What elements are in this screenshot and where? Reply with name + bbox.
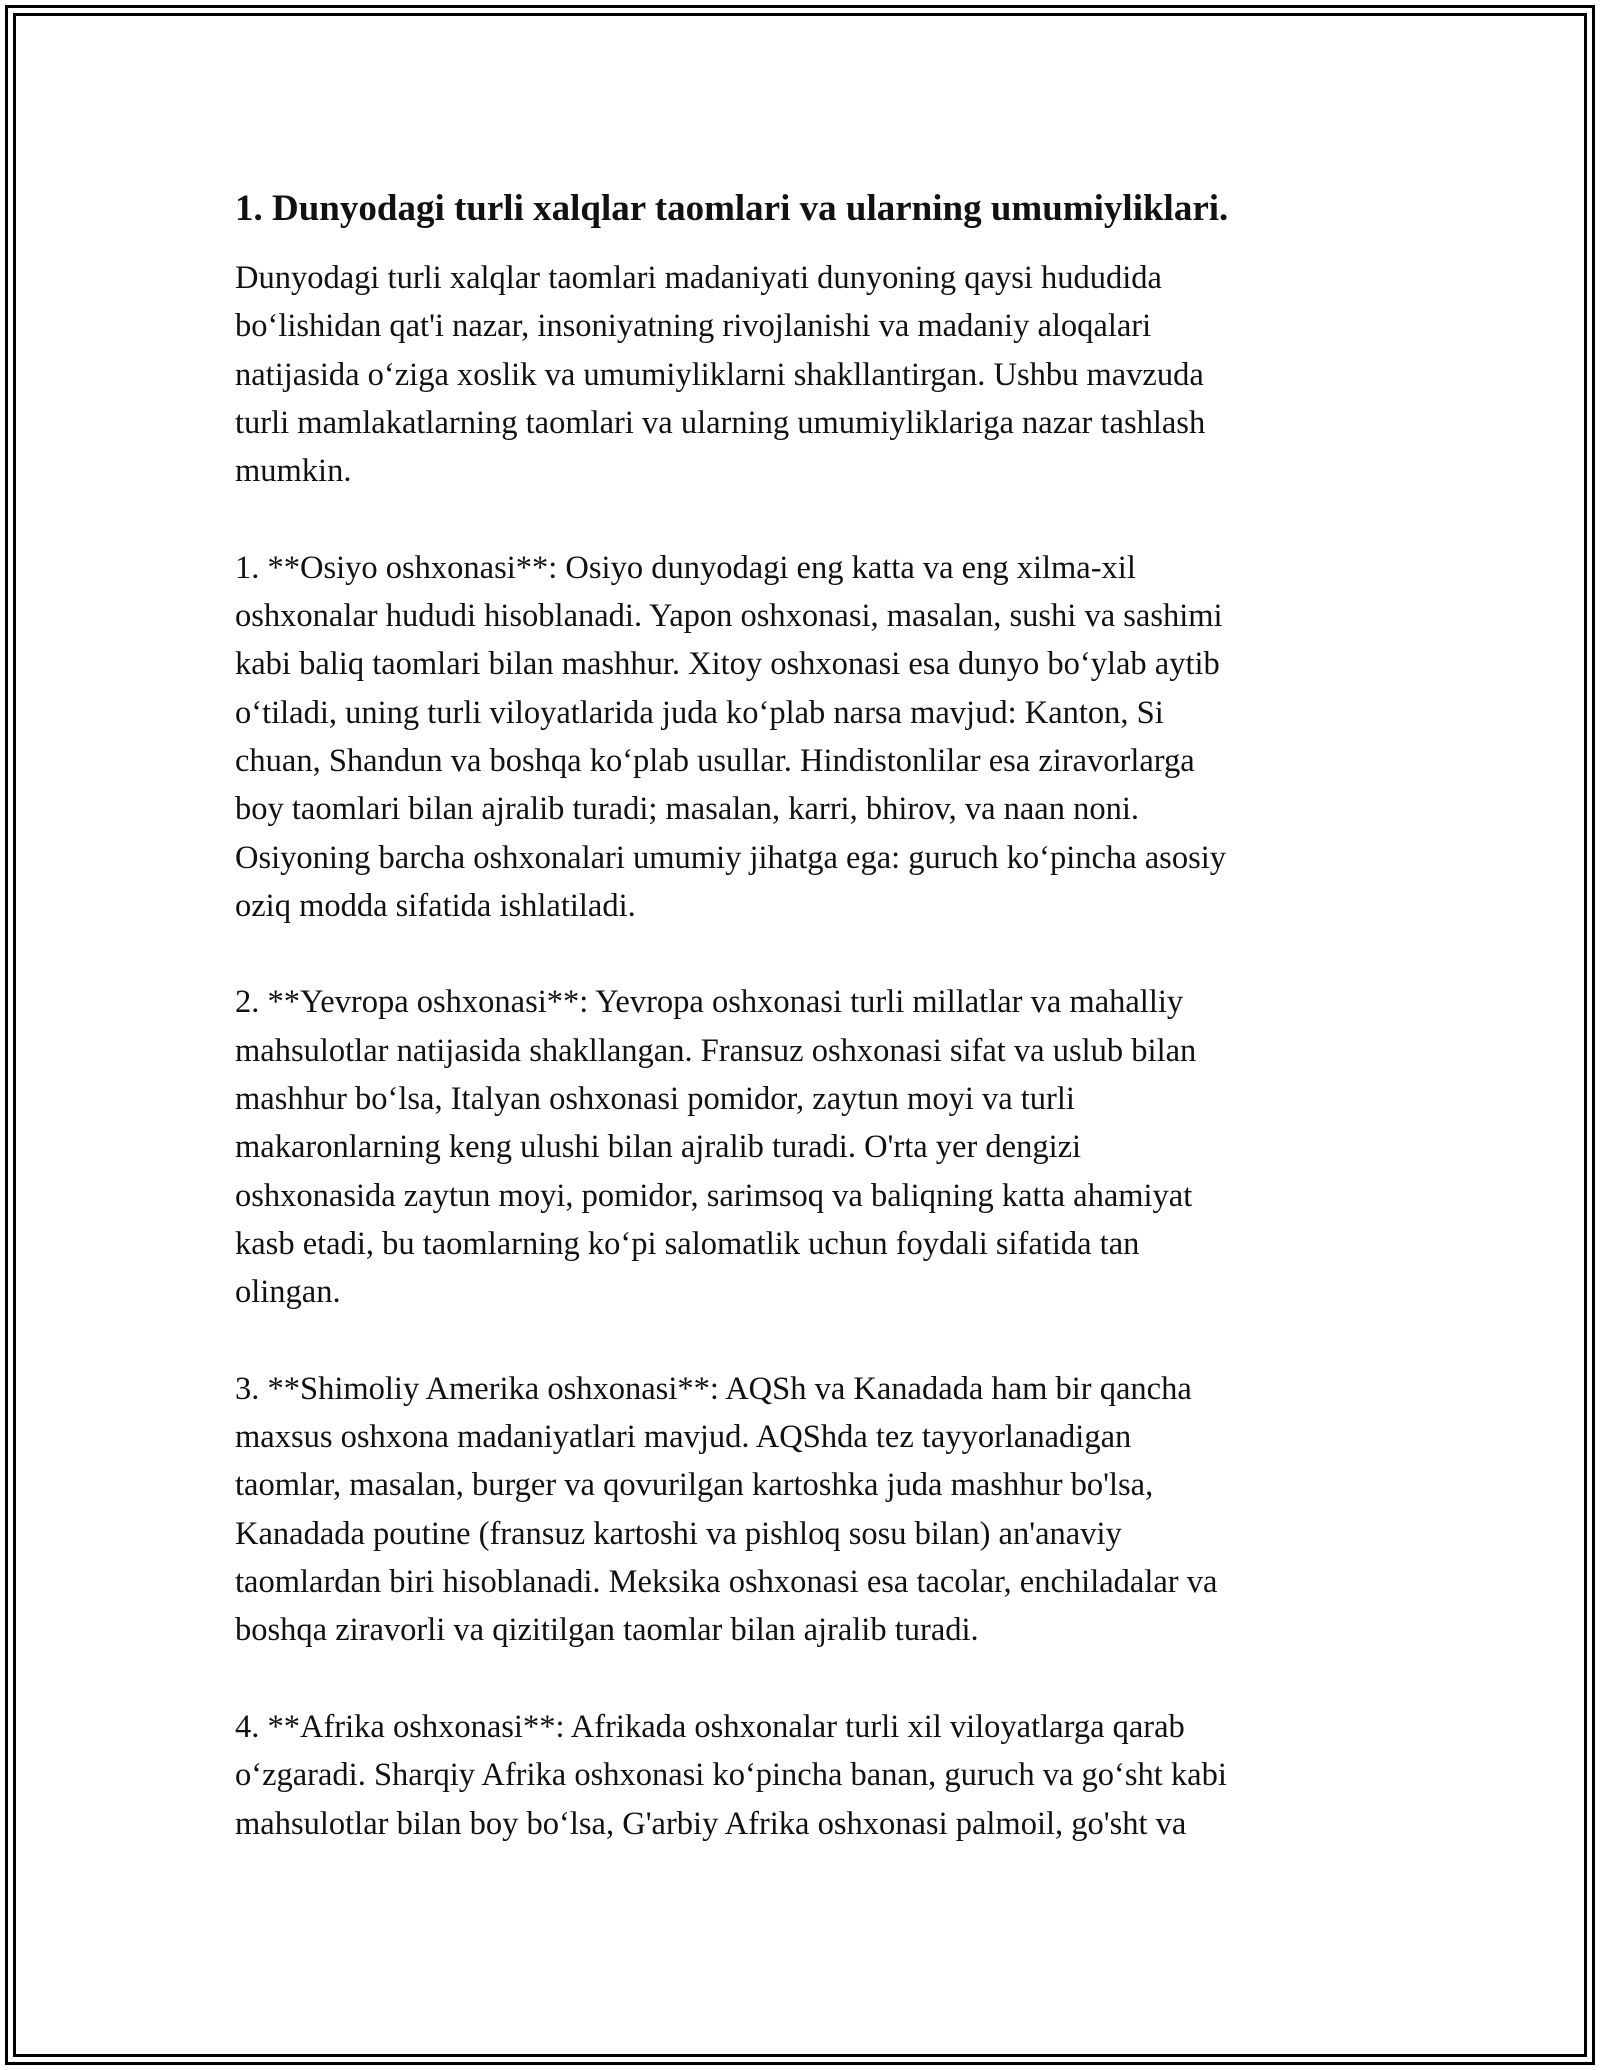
- north-america-paragraph: [235, 1365, 1365, 1655]
- text-line: 1. **Osiyo oshxonasi**: Osiyo dunyodagi eng katta va eng xilma-xil: [235, 549, 1136, 586]
- text-line: kasb etadi, bu taomlarning ko‘pi salomatlik uchun foydali sifatida tan: [235, 1225, 1140, 1262]
- document-body: [235, 186, 1365, 1896]
- text-line: 3. **Shimoliy Amerika oshxonasi**: AQSh va Kanadada ham bir qancha: [235, 1370, 1192, 1407]
- text-line: Dunyodagi turli xalqlar taomlari madaniyati dunyoning qaysi hududida: [235, 260, 1162, 296]
- text-line: mashhur bo‘lsa, Italyan oshxonasi pomidor, zaytun moyi va turli: [235, 1081, 1075, 1118]
- text-line: oshxonasida zaytun moyi, pomidor, sarimsoq va baliqning katta ahamiyat: [235, 1177, 1193, 1214]
- asia-paragraph: [235, 544, 1365, 930]
- text-line: olingan.: [235, 1274, 341, 1311]
- text-line: mahsulotlar bilan boy bo‘lsa, G'arbiy Afrika oshxonasi palmoil, go'sht va: [235, 1805, 1187, 1842]
- text-line: makaronlarning keng ulushi bilan ajralib turadi. O'rta yer dengizi: [235, 1129, 1082, 1166]
- africa-paragraph: [235, 1703, 1365, 1848]
- intro-paragraph: [235, 254, 1365, 495]
- text-line: bo‘lishidan qat'i nazar, insoniyatning rivojlanishi va madaniy aloqalari: [235, 308, 1152, 345]
- text-line: boy taomlari bilan ajralib turadi; masalan, karri, bhirov, va naan noni.: [235, 791, 1140, 828]
- text-line: o‘tiladi, uning turli viloyatlarida juda ko‘plab narsa mavjud: Kanton, Si: [235, 694, 1164, 731]
- text-line: taomlar, masalan, burger va qovurilgan kartoshka juda mashhur bo'lsa,: [235, 1467, 1154, 1504]
- text-line: 4. **Afrika oshxonasi**: Afrikada oshxonalar turli xil viloyatlarga qarab: [235, 1708, 1185, 1745]
- text-line: mumkin.: [235, 453, 352, 490]
- europe-paragraph: [235, 978, 1365, 1316]
- text-line: chuan, Shandun va boshqa ko‘plab usullar. Hindistonlilar esa ziravorlarga: [235, 742, 1195, 779]
- text-line: taomlardan biri hisoblanadi. Meksika oshxonasi esa tacolar, enchiladalar va: [235, 1564, 1218, 1601]
- text-line: 2. **Yevropa oshxonasi**: Yevropa oshxonasi turli millatlar va mahalliy: [235, 984, 1184, 1021]
- text-line: oshxonalar hududi hisoblanadi. Yapon oshxonasi, masalan, sushi va sashimi: [235, 598, 1223, 635]
- text-line: oziq modda sifatida ishlatiladi.: [235, 887, 636, 924]
- text-line: Osiyoning barcha oshxonalari umumiy jihatga ega: guruch ko‘pincha asosiy: [235, 839, 1227, 876]
- text-line: turli mamlakatlarning taomlari va ularning umumiyliklariga nazar tashlash: [235, 404, 1206, 441]
- text-line: boshqa ziravorli va qizitilgan taomlar bilan ajralib turadi.: [235, 1612, 979, 1649]
- document-heading: 1. Dunyodagi turli xalqlar taomlari va ularning umumiyliklari.: [235, 188, 1229, 229]
- text-line: natijasida o‘ziga xoslik va umumiyliklarni shakllantirgan. Ushbu mavzuda: [235, 356, 1204, 393]
- text-line: o‘zgaradi. Sharqiy Afrika oshxonasi ko‘pincha banan, guruch va go‘sht kabi: [235, 1757, 1227, 1794]
- text-line: mahsulotlar natijasida shakllangan. Fransuz oshxonasi sifat va uslub bilan: [235, 1032, 1197, 1069]
- text-line: Kanadada poutine (fransuz kartoshi va pishloq sosu bilan) an'anaviy: [235, 1515, 1122, 1552]
- text-line: kabi baliq taomlari bilan mashhur. Xitoy oshxonasi esa dunyo bo‘ylab aytib: [235, 646, 1220, 683]
- text-line: maxsus oshxona madaniyatlari mavjud. AQShda tez tayyorlanadigan: [235, 1419, 1132, 1456]
